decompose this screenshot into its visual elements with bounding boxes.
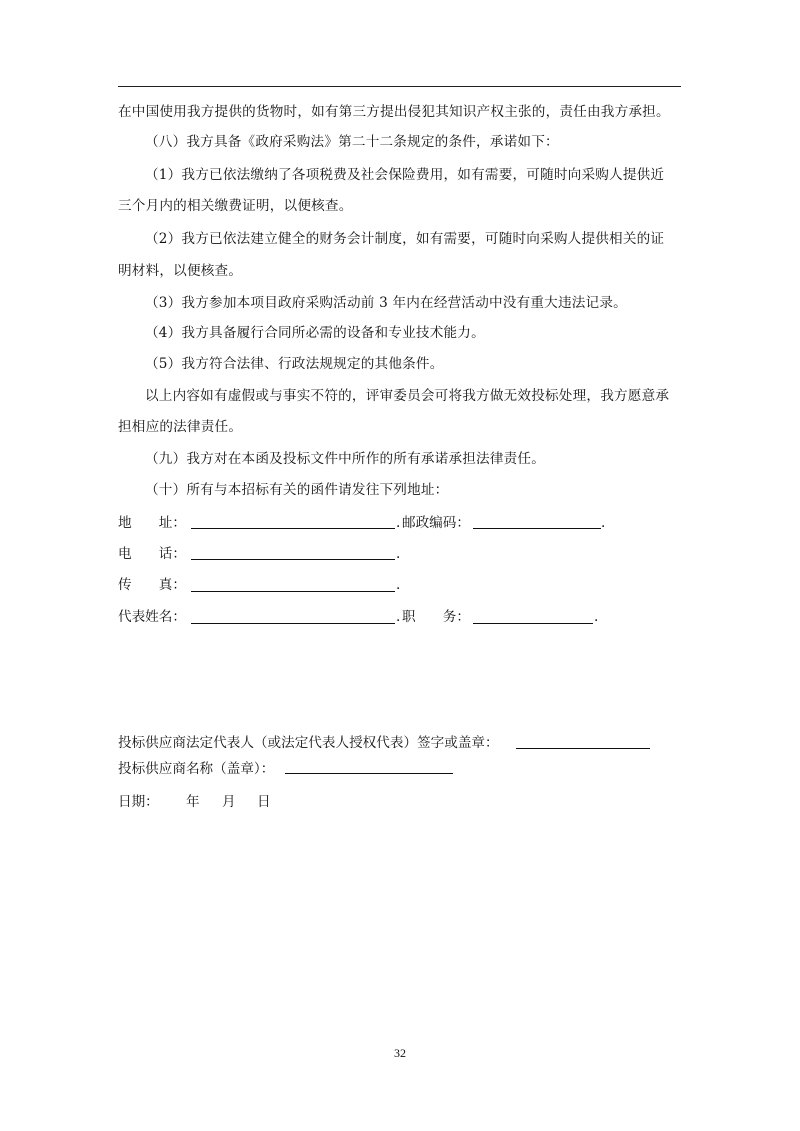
rep-name-label: 代表姓名： (118, 609, 186, 625)
page-number: 32 (394, 1046, 406, 1060)
address-dot: . (396, 515, 401, 531)
legal-rep-signature-blank[interactable] (516, 748, 650, 749)
paragraph-item-1-line2: 三个月内的相关缴费证明，以便核查。 (118, 198, 353, 214)
fax-label: 传 真： (118, 577, 186, 593)
paragraph-item-2-line2: 明材料，以便核查。 (118, 263, 243, 279)
fax-blank[interactable] (191, 591, 395, 592)
paragraph-item-2-line1: （2）我方已依法建立健全的财务会计制度，如有需要，可随时向采购人提供相关的证 (145, 231, 665, 247)
position-dot: . (594, 609, 599, 625)
paragraph-nine: （九）我方对在本函及投标文件中所作的所有承诺承担法律责任。 (145, 451, 546, 467)
company-seal-label: 投标供应商名称（盖章）： (118, 761, 275, 777)
paragraph-item-3: （3）我方参加本项目政府采购活动前 3 年内在经营活动中没有重大违法记录。 (145, 295, 627, 311)
paragraph-false-statement-line2: 担相应的法律责任。 (118, 419, 243, 435)
position-blank[interactable] (473, 623, 593, 624)
paragraph-eight-heading: （八）我方具备《政府采购法》第二十二条规定的条件，承诺如下： (145, 134, 559, 150)
postcode-blank[interactable] (473, 528, 601, 529)
date-year: 年 (186, 794, 200, 810)
address-blank[interactable] (191, 528, 395, 529)
phone-blank[interactable] (191, 559, 395, 560)
paragraph-ten: （十）所有与本招标有关的函件请发往下列地址： (145, 482, 449, 498)
date-month: 月 (222, 794, 236, 810)
postcode-dot: . (601, 515, 606, 531)
paragraph-ip-responsibility: 在中国使用我方提供的货物时，如有第三方提出侵犯其知识产权主张的，责任由我方承担。 (118, 104, 670, 120)
fax-dot: . (396, 577, 401, 593)
phone-label: 电 话： (118, 546, 186, 562)
company-seal-blank[interactable] (285, 773, 453, 774)
header-rule (118, 86, 681, 87)
paragraph-false-statement-line1: 以上内容如有虚假或与事实不符的，评审委员会可将我方做无效投标处理，我方愿意承 (145, 388, 670, 404)
postcode-label: 邮政编码： (402, 515, 470, 531)
paragraph-item-4: （4）我方具备履行合同所必需的设备和专业技术能力。 (145, 325, 485, 341)
date-day: 日 (257, 794, 271, 810)
date-label: 日期： (118, 794, 159, 810)
position-label: 职 务： (402, 609, 470, 625)
legal-rep-signature-label: 投标供应商法定代表人（或法定代表人授权代表）签字或盖章： (118, 735, 499, 751)
rep-name-dot: . (396, 609, 401, 625)
rep-name-blank[interactable] (191, 623, 395, 624)
phone-dot: . (396, 546, 401, 562)
address-label: 地 址： (118, 515, 186, 531)
paragraph-item-1-line1: （1）我方已依法缴纳了各项税费及社会保险费用，如有需要，可随时向采购人提供近 (145, 167, 665, 183)
paragraph-item-5: （5）我方符合法律、行政法规规定的其他条件。 (145, 356, 444, 372)
